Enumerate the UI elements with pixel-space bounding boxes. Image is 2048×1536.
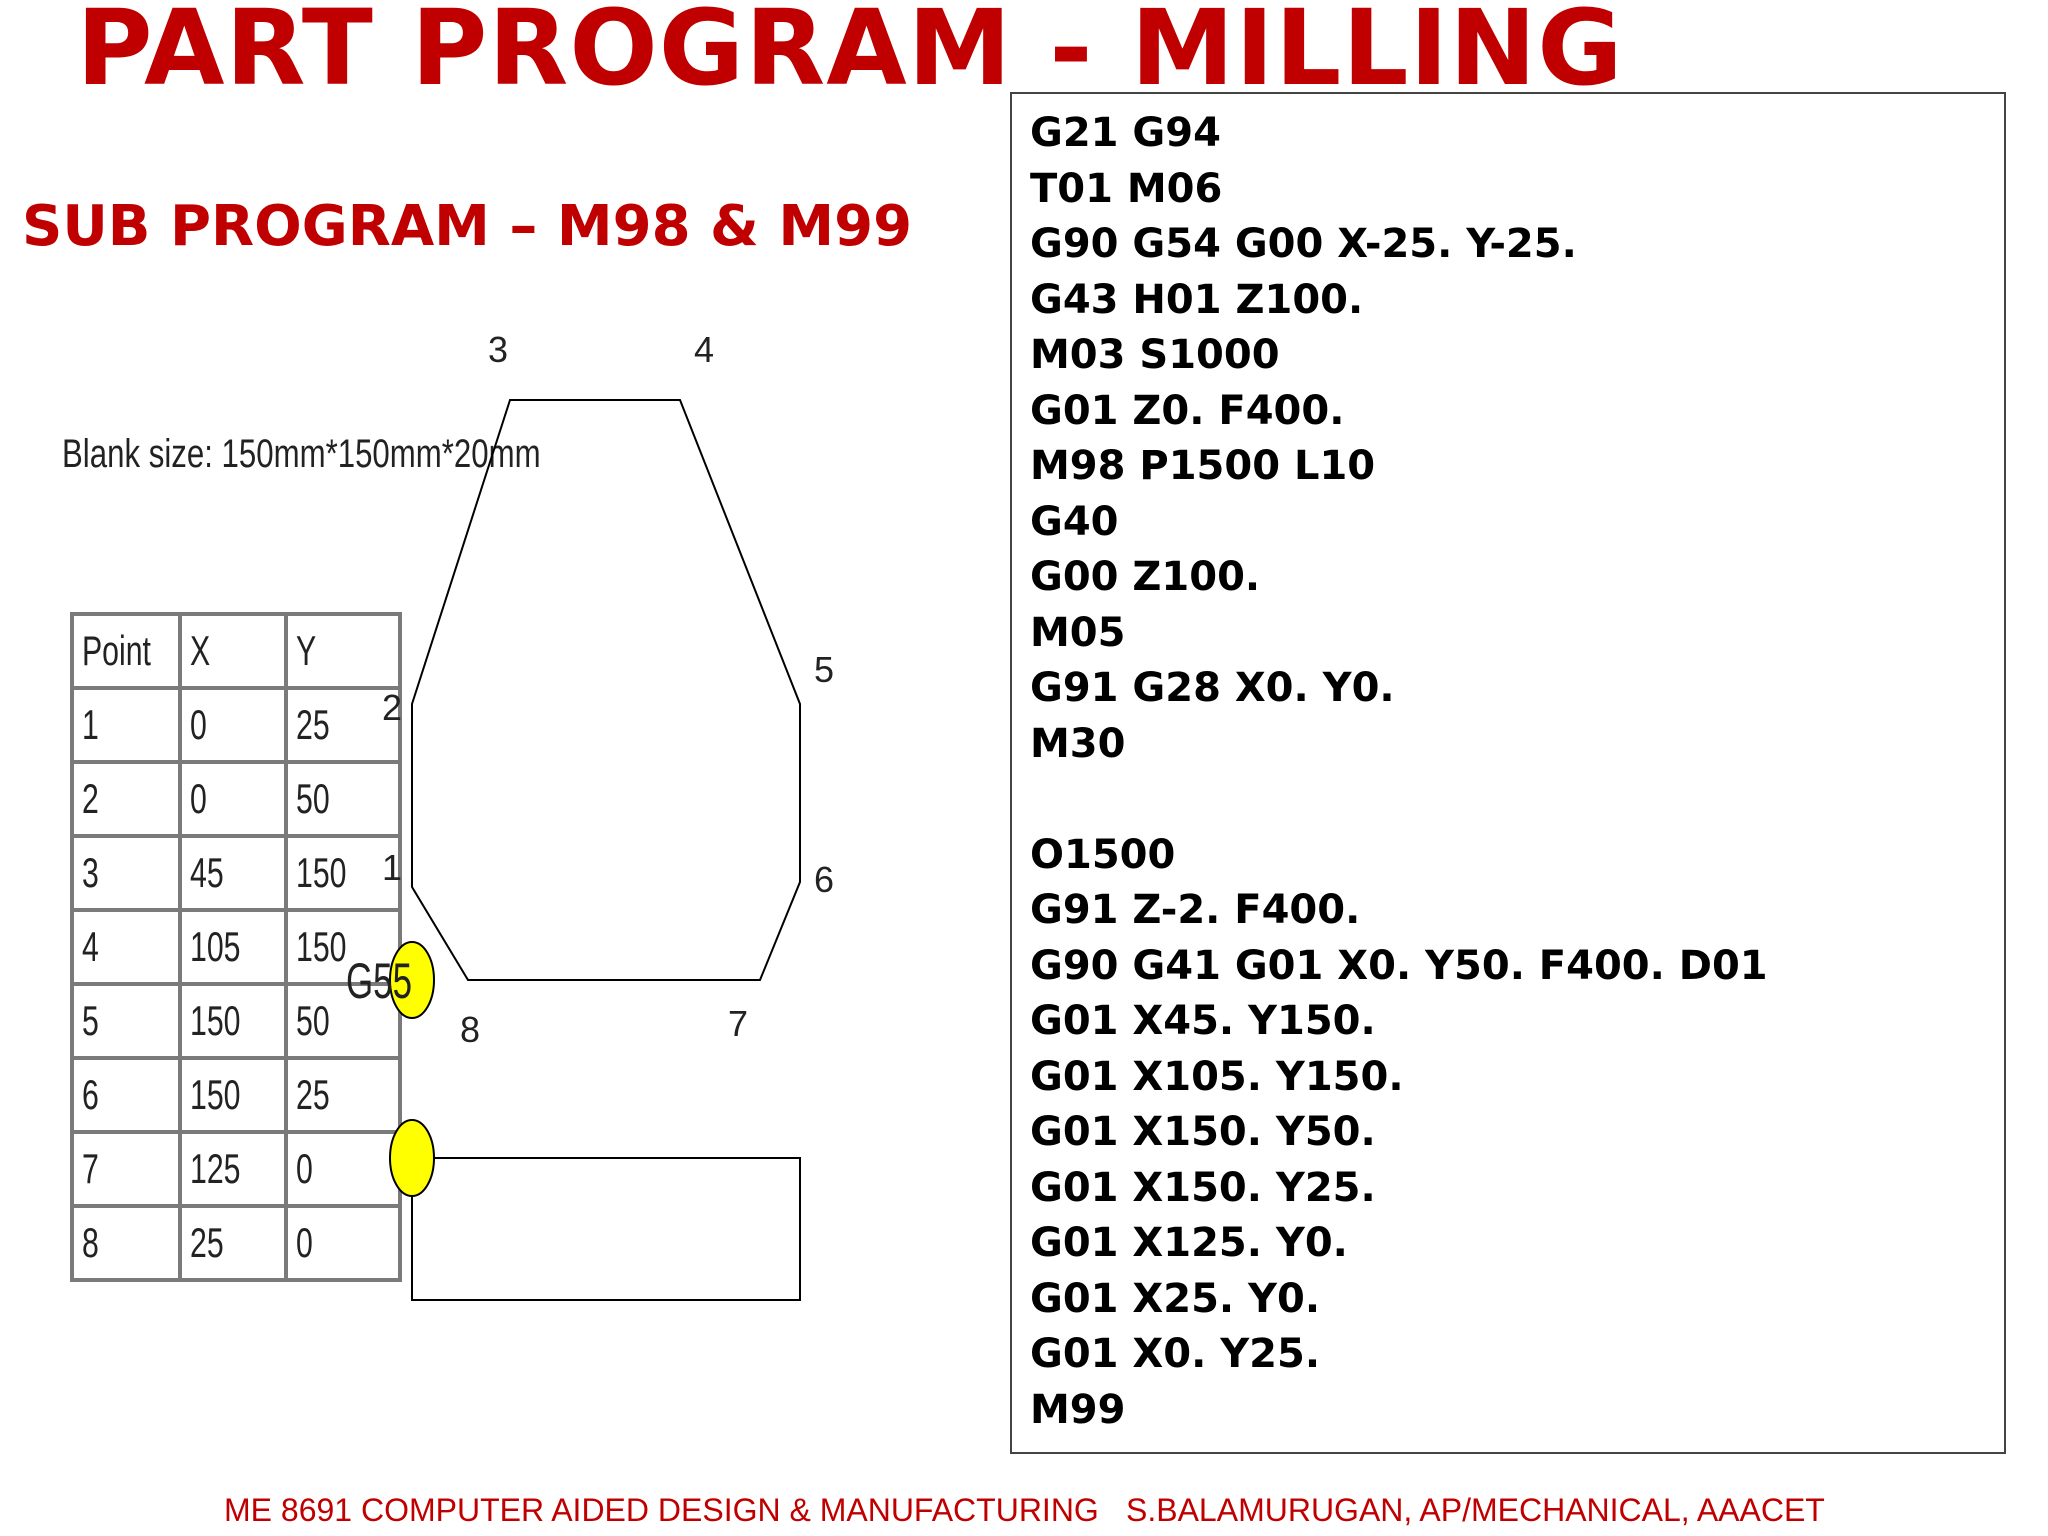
page-title: PART PROGRAM - MILLING	[76, 0, 1624, 109]
point-label-3: 3	[488, 329, 509, 370]
code-line: G01 Z0. F400.	[1030, 387, 1345, 434]
table-header-cell: Y	[286, 614, 400, 688]
point-label-7: 7	[728, 1003, 749, 1044]
table-header-row	[72, 614, 400, 688]
point-label-4: 4	[694, 329, 715, 370]
table-cell: 8	[72, 1206, 180, 1280]
point-label-5: 5	[814, 649, 835, 690]
table-row	[72, 762, 400, 836]
code-line: G00 Z100.	[1030, 554, 1261, 600]
code-line: M05	[1030, 609, 1126, 656]
coordinates-table	[70, 612, 402, 1282]
code-line: M98 P1500 L10	[1030, 443, 1376, 489]
table-cell: 4	[72, 910, 180, 984]
table-cell: 0	[286, 1206, 400, 1280]
table-row	[72, 688, 400, 762]
code-line: G01 X150. Y50.	[1030, 1109, 1376, 1155]
table-cell: 45	[180, 836, 286, 910]
table-cell: 5	[72, 984, 180, 1058]
code-line: M99	[1030, 1386, 1126, 1433]
table-cell: 6	[72, 1058, 180, 1132]
code-line: G40	[1030, 498, 1119, 545]
table-cell: 105	[180, 910, 286, 984]
table-row	[72, 1058, 400, 1132]
table-row	[72, 1206, 400, 1280]
code-line: M03 S1000	[1030, 332, 1280, 378]
table-cell: 0	[180, 688, 286, 762]
point-label-6: 6	[814, 859, 835, 900]
code-line: G01 X0. Y25.	[1030, 1331, 1321, 1377]
code-line: G90 G54 G00 X-25. Y-25.	[1030, 221, 1577, 267]
table-cell: 3	[72, 836, 180, 910]
point-label-8: 8	[460, 1009, 481, 1050]
table-cell: 0	[180, 762, 286, 836]
code-line: O1500	[1030, 831, 1176, 878]
table-cell: 150	[286, 836, 400, 910]
code-line: G43 H01 Z100.	[1030, 276, 1364, 323]
table-cell: 2	[72, 762, 180, 836]
code-line: G01 X150. Y25.	[1030, 1164, 1376, 1211]
code-line: G01 X25. Y0.	[1030, 1275, 1321, 1322]
table-header-cell: Point	[72, 614, 180, 688]
table-cell: 50	[286, 762, 400, 836]
code-line: M30	[1030, 720, 1126, 767]
footer-author: S.BALAMURUGAN, AP/MECHANICAL, AAACET	[1126, 1492, 1825, 1528]
code-line: G01 X125. Y0.	[1030, 1220, 1348, 1266]
code-line: G01 X105. Y150.	[1030, 1053, 1404, 1100]
table-cell: 150	[180, 1058, 286, 1132]
point-label-1: 1	[382, 847, 403, 888]
code-line: G01 X45. Y150.	[1030, 998, 1376, 1044]
code-line: T01 M06	[1030, 165, 1223, 212]
table-cell: 7	[72, 1132, 180, 1206]
part-profile-drawing	[346, 320, 960, 1320]
table-row	[72, 836, 400, 910]
code-line: G91 Z-2. F400.	[1030, 887, 1361, 933]
table-cell: 25	[286, 688, 400, 762]
table-cell: 25	[180, 1206, 286, 1280]
table-cell: 125	[180, 1132, 286, 1206]
code-line: G90 G41 G01 X0. Y50. F400. D01	[1030, 942, 1768, 989]
table-cell: 50	[286, 984, 400, 1058]
nc-code-box	[1010, 92, 2006, 1454]
point-label-2: 2	[382, 687, 403, 728]
section-subtitle: SUB PROGRAM – M98 & M99	[22, 194, 913, 259]
code-line: G91 G28 X0. Y0.	[1030, 665, 1395, 711]
table-header-cell: X	[180, 614, 286, 688]
footer-course: ME 8691 COMPUTER AIDED DESIGN & MANUFACTURING	[224, 1492, 1099, 1528]
code-line: G21 G94	[1030, 110, 1221, 156]
origin-label: G55	[346, 953, 412, 1009]
table-cell: 25	[286, 1058, 400, 1132]
origin-marker-side	[390, 1120, 434, 1196]
table-row	[72, 1132, 400, 1206]
code-line	[1030, 772, 2004, 828]
part-side-view	[412, 1158, 800, 1300]
part-profile-outline	[412, 400, 800, 980]
blank-size-note: Blank size: 150mm*150mm*20mm	[62, 432, 541, 476]
table-cell: 1	[72, 688, 180, 762]
table-cell: 150	[286, 910, 400, 984]
table-cell: 0	[286, 1132, 400, 1206]
table-cell: 150	[180, 984, 286, 1058]
